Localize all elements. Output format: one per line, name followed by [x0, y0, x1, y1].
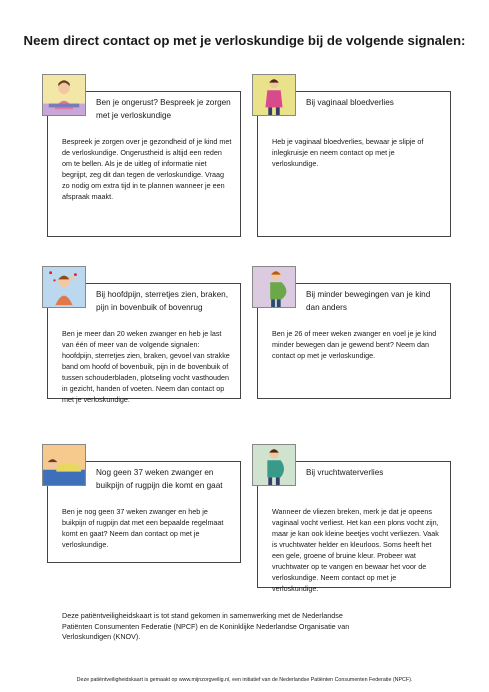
card-body: Heb je vaginaal bloedverlies, bewaar je slipje of inlegkruisje en neem contact op met je verloskundige. — [272, 137, 424, 168]
headache-woman-icon — [42, 266, 86, 308]
card-vruchtwater — [257, 461, 451, 593]
card-body: Wanneer de vliezen breken, merk je dat je opeens vaginaal vocht verliest. Het kan een plons vocht zijn, maar je kan ook kleine beetjes vocht verliezen. Vaak is vruchtwater helder en kleurloos. Soms heeft het een gele, groene of bruine kleur. Probeer wat vruchtwater op te vangen en bewaar het voor de verloskundige. Neem contact op met je verloskundige. — [272, 507, 439, 593]
pregnant-woman-icon — [252, 266, 296, 308]
card-title: Nog geen 37 weken zwanger en buikpijn of rugpijn die komt en gaat — [96, 468, 223, 490]
lying-woman-icon — [42, 444, 86, 486]
card-title: Ben je ongerust? Bespreek je zorgen met je verloskundige — [96, 98, 231, 120]
card-hoofdpijn — [47, 283, 241, 404]
card-body: Ben je 26 of meer weken zwanger en voel je je kind minder bewegen dan je gewend bent? Neem dan contact op met je verloskundige. — [272, 329, 437, 360]
card-title: Bij vaginaal bloedverlies — [306, 98, 394, 107]
card-body: Ben je meer dan 20 weken zwanger en heb je last van één of meer van de volgende signalen: hoofdpijn, sterretjes zien, braken, gevoel van strakke band om hoofd of bovenbuik, pijn in de bovenbuik of tussen schouderbladen, plotseling vocht vasthouden in gezicht, handen of voeten. Neem dan contact op met je verloskundige. — [62, 329, 230, 404]
card-body: Ben je nog geen 37 weken zwanger en heb je buikpijn of rugpijn dat met een bepaalde regelmaat komt en gaat? Neem dan contact op met je verloskundige. — [62, 507, 224, 549]
bottom-credit: Deze patiëntveiligheidskaart is gemaakt op www.mijnzorgveilig.nl, een initiatief van de Nederlandse Patiënten Consumenten Federatie (NPCF). — [76, 677, 413, 683]
card-title: Bij minder bewegingen van je kind dan anders — [306, 290, 431, 312]
standing-woman-icon — [252, 74, 296, 116]
card-title: Bij vruchtwaterverlies — [306, 468, 384, 477]
card-buikpijn — [47, 461, 241, 563]
card-bloedverlies — [257, 91, 451, 237]
card-ongerust — [47, 91, 241, 237]
footer-note: Deze patiëntveiligheidskaart is tot stand gekomen in samenwerking met de Nederlandse Patiënten Consumenten Federatie (NPCF) en de Koninklijke Nederlandse Organisatie van Verloskundigen (KNOV). — [62, 611, 350, 641]
standing-woman-green-icon — [252, 444, 296, 486]
page-title: Neem direct contact op met je verloskundige bij de volgende signalen: — [23, 33, 466, 48]
card-body: Bespreek je zorgen over je gezondheid of je kind met de verloskundige. Ongerustheid is altijd een reden om te bellen. Als je de uitleg of informatie niet begrijpt, zeg dit dan tegen de verloskundige. Vraag zo nodig om extra tijd in te plannen wanneer je een afspraak maakt. — [62, 137, 232, 201]
worried-woman-icon — [42, 74, 86, 116]
card-bewegingen — [257, 283, 451, 399]
card-title: Bij hoofdpijn, sterretjes zien, braken, pijn in bovenbuik of bovenrug — [96, 290, 228, 312]
